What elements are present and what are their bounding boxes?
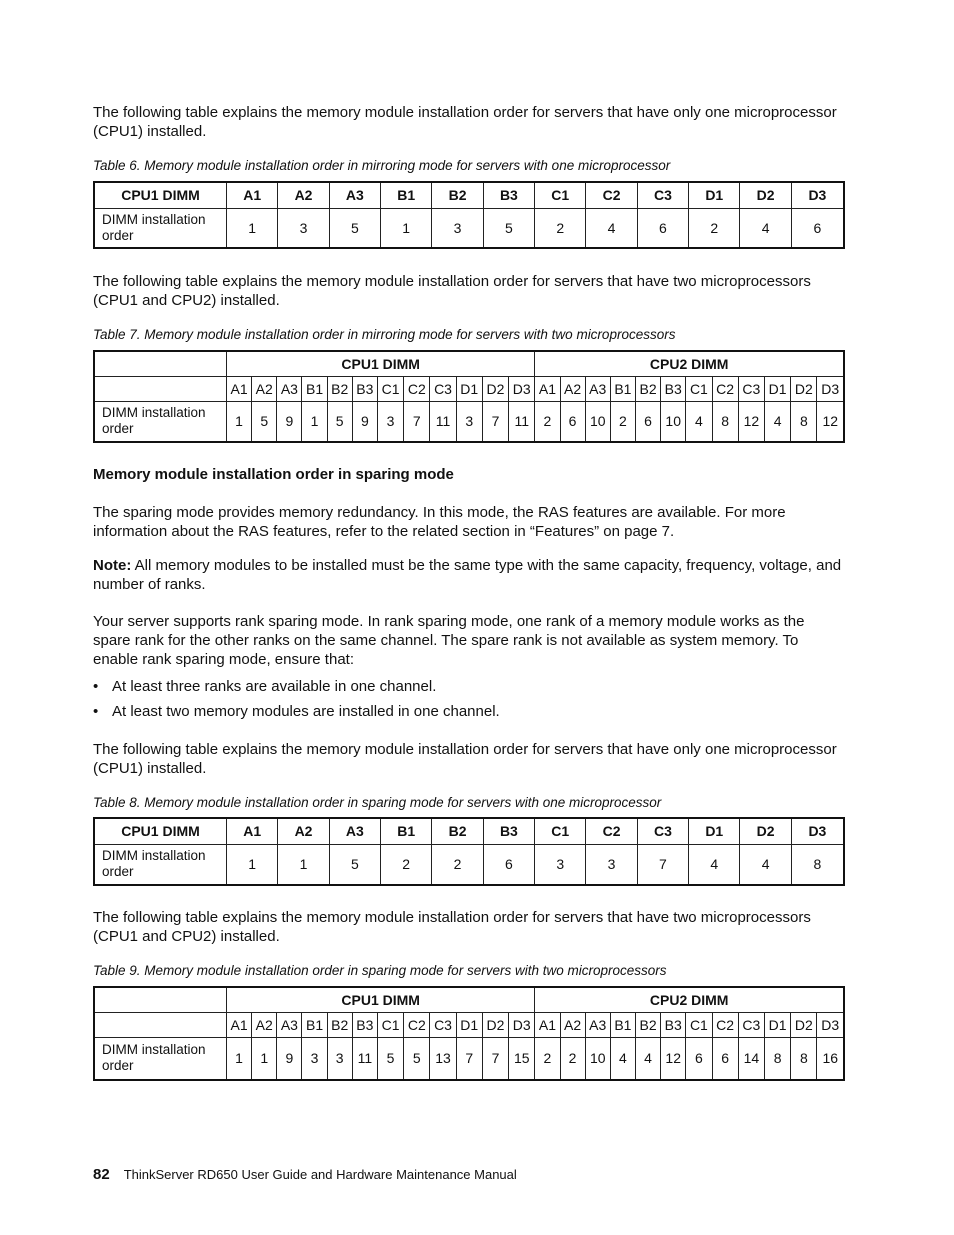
sparing-intro-two-cpu: The following table explains the memory module installation order for servers that have two microprocessors (CPU1 and CPU2) installed. xyxy=(93,909,811,945)
table-7-value-row xyxy=(94,401,844,442)
install-order-cell: 3 xyxy=(302,1037,327,1080)
install-order-cell: 4 xyxy=(635,1037,660,1080)
dimm-slot-header: C2 xyxy=(712,1012,738,1037)
dimm-slot-header: A1 xyxy=(227,376,252,401)
install-order-cell: 6 xyxy=(712,1037,738,1080)
dimm-slot-header: C2 xyxy=(586,818,637,844)
install-order-cell: 10 xyxy=(585,1037,610,1080)
install-order-cell: 3 xyxy=(377,401,403,442)
table-8 xyxy=(93,817,845,886)
install-order-cell: 1 xyxy=(252,1037,277,1080)
dimm-slot-header: C1 xyxy=(686,1012,712,1037)
install-order-cell: 2 xyxy=(610,401,635,442)
dimm-slot-header: A2 xyxy=(278,182,329,208)
dimm-slot-header: D3 xyxy=(791,182,844,208)
dimm-slot-header: D1 xyxy=(764,1012,790,1037)
install-order-cell: 2 xyxy=(689,208,740,248)
dimm-slot-header: B2 xyxy=(327,376,352,401)
dimm-slot-header: B1 xyxy=(381,182,432,208)
install-order-cell: 8 xyxy=(791,844,844,885)
install-order-cell: 7 xyxy=(482,1037,508,1080)
table-9-cpu2-header: CPU2 DIMM xyxy=(535,987,844,1012)
install-order-cell: 9 xyxy=(277,1037,302,1080)
table-8-header-row xyxy=(94,818,844,844)
note-text: All memory modules to be installed must be the same type with the same capacity, frequency, voltage, and number of ranks. xyxy=(93,557,842,593)
bullet-icon: • xyxy=(93,703,99,720)
install-order-cell: 2 xyxy=(535,1037,560,1080)
table-6 xyxy=(93,181,845,249)
install-order-cell: 11 xyxy=(352,1037,377,1080)
dimm-slot-header: D2 xyxy=(791,376,817,401)
install-order-cell: 11 xyxy=(430,401,456,442)
dimm-slot-header: B3 xyxy=(661,1012,686,1037)
dimm-slot-header: D2 xyxy=(482,376,508,401)
dimm-slot-header: B1 xyxy=(610,1012,635,1037)
table-9-empty-corner xyxy=(94,987,227,1012)
install-order-cell: 7 xyxy=(404,401,430,442)
table-8-row-label: DIMM installation order xyxy=(94,844,227,885)
table-7-empty-corner xyxy=(94,351,227,376)
install-order-cell: 9 xyxy=(352,401,377,442)
dimm-slot-header: B1 xyxy=(381,818,432,844)
table-7-cpu1-header: CPU1 DIMM xyxy=(227,351,535,376)
install-order-cell: 1 xyxy=(278,844,329,885)
install-order-cell: 2 xyxy=(535,208,586,248)
install-order-cell: 4 xyxy=(740,208,791,248)
install-order-cell: 1 xyxy=(302,401,327,442)
page-footer xyxy=(93,1166,517,1183)
table-7-cpu2-header: CPU2 DIMM xyxy=(535,351,844,376)
dimm-slot-header: C3 xyxy=(738,376,764,401)
dimm-slot-header: C2 xyxy=(404,1012,430,1037)
table-7-empty-label xyxy=(94,376,227,401)
install-order-cell: 4 xyxy=(740,844,791,885)
dimm-slot-header: A1 xyxy=(227,182,278,208)
dimm-slot-header: B2 xyxy=(432,182,483,208)
install-order-cell: 2 xyxy=(381,844,432,885)
dimm-slot-header: C1 xyxy=(377,376,403,401)
install-order-cell: 1 xyxy=(381,208,432,248)
install-order-cell: 1 xyxy=(227,844,278,885)
requirements-list xyxy=(93,677,500,727)
table-7 xyxy=(93,350,845,443)
dimm-slot-header: C2 xyxy=(712,376,738,401)
table-6-row-label: DIMM installation order xyxy=(94,208,227,248)
dimm-slot-header: C1 xyxy=(377,1012,403,1037)
install-order-cell: 3 xyxy=(535,844,586,885)
dimm-slot-header: A3 xyxy=(585,376,610,401)
intro-paragraph-one-cpu: The following table explains the memory module installation order for servers that have only one microprocessor (CPU1) installed. xyxy=(93,104,837,140)
dimm-slot-header: A1 xyxy=(535,376,560,401)
dimm-slot-header: C2 xyxy=(586,182,637,208)
table-9-empty-label xyxy=(94,1012,227,1037)
install-order-cell: 5 xyxy=(329,844,380,885)
table-6-header-row xyxy=(94,182,844,208)
dimm-slot-header: C3 xyxy=(738,1012,764,1037)
dimm-slot-header: A3 xyxy=(329,818,380,844)
install-order-cell: 3 xyxy=(278,208,329,248)
install-order-cell: 5 xyxy=(252,401,277,442)
install-order-cell: 10 xyxy=(585,401,610,442)
dimm-slot-header: C3 xyxy=(637,818,688,844)
table-7-dimm-row xyxy=(94,376,844,401)
dimm-slot-header: C2 xyxy=(404,376,430,401)
dimm-slot-header: B1 xyxy=(610,376,635,401)
table-8-caption: Table 8. Memory module installation order in sparing mode for servers with one microprocessor xyxy=(93,795,662,810)
dimm-slot-header: D3 xyxy=(791,818,844,844)
dimm-slot-header: D1 xyxy=(689,182,740,208)
note-label: Note: xyxy=(93,557,132,574)
dimm-slot-header: B2 xyxy=(635,1012,660,1037)
install-order-cell: 6 xyxy=(560,401,585,442)
install-order-cell: 5 xyxy=(404,1037,430,1080)
dimm-slot-header: C1 xyxy=(535,818,586,844)
install-order-cell: 10 xyxy=(661,401,686,442)
install-order-cell: 5 xyxy=(329,208,380,248)
dimm-slot-header: A2 xyxy=(278,818,329,844)
bullet-icon: • xyxy=(93,678,99,695)
install-order-cell: 6 xyxy=(637,208,688,248)
dimm-slot-header: D2 xyxy=(482,1012,508,1037)
dimm-slot-header: A2 xyxy=(560,1012,585,1037)
dimm-slot-header: B2 xyxy=(635,376,660,401)
install-order-cell: 5 xyxy=(327,401,352,442)
install-order-cell: 8 xyxy=(791,1037,817,1080)
dimm-slot-header: B1 xyxy=(302,376,327,401)
dimm-slot-header: D1 xyxy=(456,1012,482,1037)
dimm-slot-header: B3 xyxy=(483,182,534,208)
table-7-caption: Table 7. Memory module installation order in mirroring mode for servers with two microprocessors xyxy=(93,327,676,342)
install-order-cell: 5 xyxy=(377,1037,403,1080)
dimm-slot-header: B1 xyxy=(302,1012,327,1037)
table-8-value-row xyxy=(94,844,844,885)
sparing-intro-one-cpu: The following table explains the memory module installation order for servers that have only one microprocessor (CPU1) installed. xyxy=(93,741,837,777)
list-item-text: At least two memory modules are installed in one channel. xyxy=(112,703,500,720)
install-order-cell: 7 xyxy=(637,844,688,885)
dimm-slot-header: D2 xyxy=(740,818,791,844)
rank-sparing-paragraph: Your server supports rank sparing mode. In rank sparing mode, one rank of a memory module works as the spare rank for the other ranks on the same channel. The spare rank is not available as system memory. To enable rank sparing mode, ensure that: xyxy=(93,613,805,668)
dimm-slot-header: A1 xyxy=(535,1012,560,1037)
table-9-cpu-header-row xyxy=(94,987,844,1012)
dimm-slot-header: C3 xyxy=(637,182,688,208)
install-order-cell: 4 xyxy=(686,401,712,442)
install-order-cell: 3 xyxy=(432,208,483,248)
dimm-slot-header: A3 xyxy=(277,376,302,401)
install-order-cell: 8 xyxy=(712,401,738,442)
dimm-slot-header: A1 xyxy=(227,1012,252,1037)
dimm-slot-header: A3 xyxy=(585,1012,610,1037)
table-6-value-row xyxy=(94,208,844,248)
install-order-cell: 8 xyxy=(764,1037,790,1080)
sparing-mode-heading: Memory module installation order in sparing mode xyxy=(93,466,454,483)
dimm-slot-header: A3 xyxy=(329,182,380,208)
table-6-caption: Table 6. Memory module installation order in mirroring mode for servers with one microprocessor xyxy=(93,158,671,173)
install-order-cell: 3 xyxy=(327,1037,352,1080)
install-order-cell: 16 xyxy=(817,1037,844,1080)
list-item-text: At least three ranks are available in one channel. xyxy=(112,678,437,695)
dimm-slot-header: D1 xyxy=(456,376,482,401)
table-7-row-label: DIMM installation order xyxy=(94,401,227,442)
install-order-cell: 6 xyxy=(686,1037,712,1080)
sparing-mode-paragraph: The sparing mode provides memory redundancy. In this mode, the RAS features are available. For more information about the RAS features, refer to the related section in “Features” on page 7. xyxy=(93,504,786,540)
dimm-slot-header: D3 xyxy=(509,376,535,401)
dimm-slot-header: D2 xyxy=(791,1012,817,1037)
install-order-cell: 12 xyxy=(738,401,764,442)
install-order-cell: 8 xyxy=(791,401,817,442)
dimm-slot-header: D3 xyxy=(817,1012,844,1037)
install-order-cell: 4 xyxy=(764,401,790,442)
table-9-row-label: DIMM installation order xyxy=(94,1037,227,1080)
install-order-cell: 4 xyxy=(610,1037,635,1080)
install-order-cell: 11 xyxy=(509,401,535,442)
dimm-slot-header: D3 xyxy=(509,1012,535,1037)
page-number: 82 xyxy=(93,1166,110,1183)
install-order-cell: 7 xyxy=(456,1037,482,1080)
install-order-cell: 12 xyxy=(817,401,844,442)
table-9-cpu1-header: CPU1 DIMM xyxy=(227,987,535,1012)
install-order-cell: 12 xyxy=(661,1037,686,1080)
install-order-cell: 2 xyxy=(535,401,560,442)
install-order-cell: 6 xyxy=(635,401,660,442)
table-9-caption: Table 9. Memory module installation order in sparing mode for servers with two microprocessors xyxy=(93,963,667,978)
install-order-cell: 1 xyxy=(227,208,278,248)
install-order-cell: 15 xyxy=(509,1037,535,1080)
dimm-slot-header: B3 xyxy=(352,1012,377,1037)
install-order-cell: 2 xyxy=(560,1037,585,1080)
install-order-cell: 1 xyxy=(227,401,252,442)
dimm-slot-header: D1 xyxy=(689,818,740,844)
install-order-cell: 1 xyxy=(227,1037,252,1080)
install-order-cell: 13 xyxy=(430,1037,456,1080)
install-order-cell: 6 xyxy=(483,844,534,885)
table-8-cpu1-header: CPU1 DIMM xyxy=(94,818,227,844)
dimm-slot-header: C1 xyxy=(686,376,712,401)
table-7-cpu-header-row xyxy=(94,351,844,376)
intro-paragraph-two-cpu: The following table explains the memory module installation order for servers that have two microprocessors (CPU1 and CPU2) installed. xyxy=(93,273,811,309)
dimm-slot-header: B3 xyxy=(483,818,534,844)
install-order-cell: 3 xyxy=(456,401,482,442)
dimm-slot-header: C1 xyxy=(535,182,586,208)
install-order-cell: 7 xyxy=(482,401,508,442)
dimm-slot-header: A2 xyxy=(252,376,277,401)
install-order-cell: 3 xyxy=(586,844,637,885)
install-order-cell: 5 xyxy=(483,208,534,248)
dimm-slot-header: D3 xyxy=(817,376,844,401)
dimm-slot-header: D2 xyxy=(740,182,791,208)
note-paragraph xyxy=(93,556,845,594)
install-order-cell: 9 xyxy=(277,401,302,442)
install-order-cell: 4 xyxy=(586,208,637,248)
install-order-cell: 6 xyxy=(791,208,844,248)
dimm-slot-header: A2 xyxy=(252,1012,277,1037)
dimm-slot-header: B3 xyxy=(352,376,377,401)
list-item xyxy=(93,702,500,727)
install-order-cell: 14 xyxy=(738,1037,764,1080)
list-item xyxy=(93,677,500,702)
install-order-cell: 4 xyxy=(689,844,740,885)
dimm-slot-header: A2 xyxy=(560,376,585,401)
table-9-dimm-row xyxy=(94,1012,844,1037)
table-9-value-row xyxy=(94,1037,844,1080)
dimm-slot-header: A1 xyxy=(227,818,278,844)
install-order-cell: 2 xyxy=(432,844,483,885)
dimm-slot-header: C3 xyxy=(430,376,456,401)
dimm-slot-header: D1 xyxy=(764,376,790,401)
dimm-slot-header: B2 xyxy=(432,818,483,844)
table-6-cpu1-header: CPU1 DIMM xyxy=(94,182,227,208)
footer-title: ThinkServer RD650 User Guide and Hardware Maintenance Manual xyxy=(123,1167,517,1182)
dimm-slot-header: B3 xyxy=(661,376,686,401)
dimm-slot-header: B2 xyxy=(327,1012,352,1037)
table-9 xyxy=(93,986,845,1081)
dimm-slot-header: C3 xyxy=(430,1012,456,1037)
dimm-slot-header: A3 xyxy=(277,1012,302,1037)
